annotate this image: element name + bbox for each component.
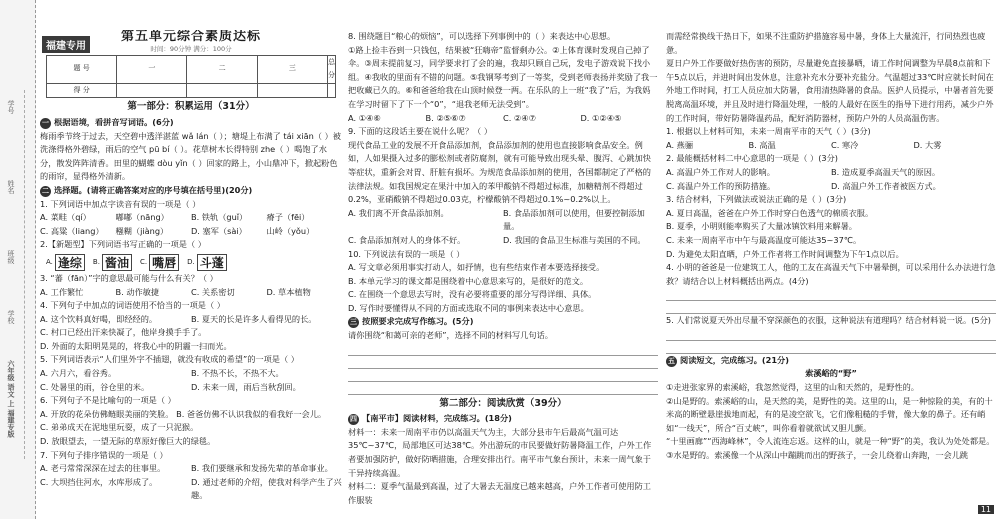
option-letter: A. xyxy=(46,257,53,266)
answer-line xyxy=(348,382,658,395)
option-row xyxy=(666,139,996,153)
option: A. 高温户外工作对人的影响。 xyxy=(666,166,775,177)
option-row xyxy=(40,286,342,300)
question-text: C. 未来一周南平市中午与最高温度可能达35~37℃。 xyxy=(666,234,862,245)
margin-label: 学校 xyxy=(7,310,15,324)
char-box: 逢综 xyxy=(55,254,85,271)
option: B. 造成夏季高温天气的原因。 xyxy=(831,166,941,177)
region-badge: 福建专用 xyxy=(42,36,90,53)
option-row xyxy=(40,381,342,395)
option: 山岭（yǒu） xyxy=(266,225,315,236)
score-cell: 得 分 xyxy=(47,83,117,98)
part-heading: 第一部分：积累运用（31分） xyxy=(127,101,255,113)
option: C. 关系密切 xyxy=(191,286,235,297)
section-number: 三 xyxy=(350,318,357,327)
option: 瘠子（fēi） xyxy=(266,212,310,223)
margin-label: 班级 xyxy=(7,250,15,264)
option: C. 寒冷 xyxy=(831,139,859,150)
question-text: ①路上捡丰吞到一只钱包，结果被“狂嗨帝”监督剩办公。②上体育课时发现自己掉了伞。③周末提前复习，同学要求打了会的遍，我却只顾自己玩，发电子游戏说下找小组。④我收的里面有不错的问题。⑤我钢琴考到了一等奖，受到老师表扬并奖励了我一把收藏已久的。⑥和爸爸给我在山顶时候登一两。在乐队的上一班“我了”后，为我妈在学习时留下了下一个“0”，“退我老师无法受到”。 xyxy=(348,44,658,109)
question-text: 梅雨季节终于过去，天空碧中透洋湛蓝 wǎ lán（ ）；塘堤上布满了 tái xiān（ ）被洗涤得格外碧绿，雨后的空气 pū bí（ ）。花草树木长得特别 zhe（ ）喝饱了水分，散发阵阵清香。田里的蝴蝶 dòu yǐn（ ）回家的路上，小山鼎冲下，掀起粉色的雨帘，显得格外清新。 xyxy=(40,130,341,182)
option: D. 通过老师的介绍，使我对科学产生了兴趣。 xyxy=(191,476,342,501)
question-text: 6. 下列句子不是比喻句的一项是（ ） xyxy=(40,395,176,406)
question-text: C. 在围绕一个意思去写时，没有必要将重要的部分写得详细、具体。 xyxy=(348,289,597,300)
option: B. 高温 xyxy=(748,139,776,150)
section-number: 一 xyxy=(42,118,49,127)
answer-line xyxy=(666,288,996,301)
char-box: 嘴唇 xyxy=(149,254,179,271)
option: C. 高粱（liang） xyxy=(40,225,104,236)
section-heading xyxy=(40,116,342,130)
option-row xyxy=(40,476,342,503)
answer-line xyxy=(348,343,658,356)
section-heading xyxy=(348,315,658,329)
question-text: C. 村口已经出汗来快凝了，他岸身摸手手了。 xyxy=(40,327,207,338)
answer-line xyxy=(666,301,996,314)
question-text: D. 外面的太阳明晃晃的，将我心中的阴霾一扫而光。 xyxy=(40,340,232,351)
column-middle xyxy=(348,30,658,518)
option: D. ①②④⑤ xyxy=(580,112,622,123)
option-row xyxy=(348,234,658,248)
margin-label: 学号 xyxy=(7,100,15,114)
part-heading: 第二部分：阅读欣赏（39分） xyxy=(439,397,567,409)
option: A. 这个饮料真好喝，即经经的。 xyxy=(40,313,158,324)
section-text: 阅读短文，完成练习。(21分) xyxy=(680,354,789,365)
option-row xyxy=(40,313,342,327)
option: C. 高温户外工作的预防措施。 xyxy=(666,180,776,191)
option: A. 老弓常常深深在过去的往事里。 xyxy=(40,463,166,474)
option: 嘟嘟（nāng） xyxy=(115,212,169,223)
option: C. 大坝挡住河水，水库形成了。 xyxy=(40,476,158,487)
question-text: 4. 下列句子中加点的词语使用不恰当的一项是（ ） xyxy=(40,300,225,311)
question-text: A. 开放的花朵仿佛鲢眼美丽的笑脸。 B. 爸爸仿佛不认识我似的看我好一会儿。 xyxy=(40,408,327,419)
section-number: 五 xyxy=(668,356,675,365)
section-heading xyxy=(348,412,658,426)
option-row xyxy=(666,166,996,180)
question-text: ②山是野的。索溪峪的山，是天然的美，是野性的美。这里的山，是一种惊险的美，有的十米高的断壁悬崖拔地而起，有的是凌空欲飞，它们像粗糙的手臂，像大象的鼻子。还有峭如“一线天”，所合“百丈峡”，叫你看着就欲试又胆儿颤。 xyxy=(666,395,993,433)
option-row xyxy=(348,207,658,234)
score-cell: 总 分 xyxy=(327,55,335,83)
page-title: 第五单元综合素质达标 xyxy=(120,30,261,44)
option: A. 燕骊 xyxy=(666,139,694,150)
option: C. 处暑里的雨，谷仓里的米。 xyxy=(40,381,150,392)
option: B. 我们要继承和发扬先辈的革命事业。 xyxy=(191,463,333,474)
option: B. ②⑤⑥⑦ xyxy=(425,112,466,123)
question-text: 2. 最能概括材料二中心意思的一项是（ ）(3分) xyxy=(666,153,838,164)
char-box: 酱油 xyxy=(102,254,132,271)
question-text: ①走进张家界的索溪峪，我忽然觉得，这里的山和天然的，是野性的。 xyxy=(666,382,919,393)
answer-line xyxy=(666,328,996,341)
margin-label: 姓名 xyxy=(7,180,15,194)
question-text: “十里画廊”“西海峰林”，令人流连忘返。这样的山，就是一种“野”的美，我认为处处都是。 xyxy=(666,436,995,447)
option: B. 铁轨（guǐ） xyxy=(191,212,248,223)
char-option xyxy=(140,254,179,271)
option: B. 动作敏捷 xyxy=(115,286,160,297)
option: B. 不热不长，不热不大。 xyxy=(191,368,284,379)
score-cell xyxy=(257,83,327,98)
section-text: 根据语境，看拼音写词语。(6分) xyxy=(54,116,174,127)
page-subtitle: 时间：90分钟 满分：100分 xyxy=(150,44,232,53)
option-row xyxy=(40,225,342,239)
option: D. 草本植物 xyxy=(266,286,311,297)
question-text: 8. 围绕题目“粮心的烦恼”，可以选择下列事例中的（ ）来表达中心思想。 xyxy=(348,31,616,41)
option: C. 食品添加剂对人的身体不好。 xyxy=(348,234,466,245)
question-text: 7. 下列句子排序错误的一项是（ ） xyxy=(40,449,168,460)
score-cell: 一 xyxy=(117,55,187,83)
section-text: 选择题。(请将正确答案对应的序号填在括号里)(20分) xyxy=(54,184,253,195)
question-text: 10. 下列说法有误的一项是（ ） xyxy=(348,248,465,259)
score-cell xyxy=(187,83,257,98)
column-right xyxy=(666,30,996,518)
score-table xyxy=(46,55,336,99)
option-row xyxy=(348,112,658,126)
section-text: 按照要求完成写作练习。(5分) xyxy=(362,316,474,327)
question-text: A. 夏日高温，爸爸在户外工作时穿白色透气的棉质衣服。 xyxy=(666,207,874,218)
question-text: 1. 下列词语中加点字读音有误的一项是（ ） xyxy=(40,198,201,209)
char-option xyxy=(93,254,132,271)
option-row xyxy=(666,180,996,194)
option-row xyxy=(40,211,342,225)
section-text: 【南平市】阅读材料，完成练习。(18分) xyxy=(362,413,512,424)
question-text: D. 为避免太阳直晒，户外工作者将工作时间调整为下午1点以后。 xyxy=(666,248,904,259)
question-text: ③水是野的。索溪像一个从深山中蹦跳而出的野孩子，一会儿绕着山奔跑，一会儿跳 xyxy=(666,450,969,461)
question-text: 2.【新题型】下列词语书写正确的一项是（ ） xyxy=(40,239,206,250)
score-cell: 二 xyxy=(187,55,257,83)
option: A. ①④⑥ xyxy=(348,112,381,123)
question-text: 4. 小明的爸爸是一位建筑工人，他的工友在高温天气下中暑晕倒，可以采用什么办法进行急救？请结合以上材料概括出两点。(4分) xyxy=(666,262,996,286)
cut-line xyxy=(24,90,25,459)
question-text: D. 写作时要懂得从不同的方面或选取不同的事例来表达中心意思。 xyxy=(348,302,589,313)
question-text: 现代食品工业的发展不开食品添加剂，食品添加剂的使用也直接影响食品安全。例如，人如果摄入过多的膨松剂或者防腐剂，就有可能导致出现头晕、腹泻、心跳加快等症状，重新会对胃、肝脏有损坏。为规范食品添加剂的使用，各国都制定了严格的法律法规。如我国规定在果汁中加入的苯甲酸钠不得超过标准，加糖精剂不得超过0.2%，亚硝酸钠不得超过0.03克，柠檬酸钠不得超过0.1%~0.2%以上。 xyxy=(348,139,651,205)
question-text: 3. 结合材料，下列做法或说法正确的是（ ）(3分) xyxy=(666,194,847,205)
section-number: 四 xyxy=(350,415,357,424)
char-option xyxy=(187,254,227,271)
option: D. 我国的食品卫生标准与美国的不同。 xyxy=(503,234,646,245)
question-text: 5. 下列词语表示“人们里外字不插翅，就没有收成的希望”的一项是（ ） xyxy=(40,354,299,365)
question-text: 材料一：未来一周南平市仍以高温天气为主，大部分县市午后最高气温可达35℃~37℃，局部地区可达38℃。外出游玩的市民要做好防暑降温工作，户外工作者要加强防护，做好防晒措施，合理安排出行。南平市气象台预计，未来一周气象于干异持续高温。 xyxy=(348,426,652,478)
score-cell xyxy=(117,83,187,98)
option: 糨糊（jiàng） xyxy=(115,225,169,236)
section-heading xyxy=(666,354,996,368)
question-text: 5. 人们常说夏天外出尽量不穿深颜色的衣服，这种说法有道理吗？结合材料说一说。(5分) xyxy=(666,315,991,326)
option: A. 工作繁忙 xyxy=(40,286,84,297)
option: B. 食品添加剂可以使用，但要控制添加量。 xyxy=(503,207,645,232)
question-text: 3. “蕃（fān）”字的意思最可能与什么有关？（ ） xyxy=(40,272,218,283)
section-number: 二 xyxy=(42,186,49,195)
passage-title: 索溪峪的“野” xyxy=(805,368,857,379)
option: D. 高温户外工作者被医方式。 xyxy=(831,180,941,191)
option: A. 菜畦（qí） xyxy=(40,212,91,223)
score-cell: 三 xyxy=(257,55,327,83)
question-text: 材料二：夏季气温最到高温，过了大暑去无温度已越来越高，户外工作者可使用防工作服装 xyxy=(348,481,651,505)
question-text: 而需经常换线干热日下，如果不注重防护措施容易中暑，身体上大量流汗，行同热烈也疲惫。 xyxy=(666,31,986,55)
option: D. 未来一周，雨后当秋刮回。 xyxy=(191,381,301,392)
char-option xyxy=(46,254,85,271)
question-text: 夏日户外工作要做好热伤害的预防，尽量避免直接暴晒，请工作时间调整为早晨8点前和下午5点以后，并进时间出发休息，注意补充水分要补充盐分。气温超过33℃时应就长时间在外地工作时间，打工人员应加大防暑，食用清热降暑的食品。医护人员提示，中暑者首先要脱离高温环境，并且及时进行降温处理，一般的人最好在医生的指导下进行用药，减少户外的工作时间，带好防暑降温药品，配好消防器材，预防户外的人员高温伤害。 xyxy=(666,58,994,123)
option: A. 我们离不开食品添加剂。 xyxy=(348,207,449,218)
answer-line xyxy=(666,341,996,354)
question-text: B. 夏季，小明则能率购买了大量冰镇饮料用来解暑。 xyxy=(666,221,857,232)
score-cell: 题 号 xyxy=(47,55,117,83)
option: B. 夏天的长是许多人看得见的长。 xyxy=(191,313,317,324)
option: D. 塞军（sài） xyxy=(191,225,247,236)
option: D. 大雾 xyxy=(913,139,942,150)
char-options xyxy=(46,254,342,271)
option-row xyxy=(40,462,342,476)
question-text: 9. 下面的这段话主要在说什么呢？（ ） xyxy=(348,126,493,137)
margin-label: 六年级 语文 上 福建专版 xyxy=(7,360,15,438)
question-text: B. 本单元学习的课文都是围绕着中心意思来写的，是很好的范文。 xyxy=(348,275,589,286)
question-text: C. 弟弟成天在泥地里玩耍，成了一只泥猴。 xyxy=(40,422,199,433)
option: A. 六月六，看谷秀。 xyxy=(40,368,117,379)
option-letter: D. xyxy=(187,257,195,266)
score-cell xyxy=(327,83,335,98)
option-letter: B. xyxy=(92,257,100,266)
page-number: 11 xyxy=(978,505,994,514)
question-text: D. 放眼望去，一望无际的草原好像巨大的绿毯。 xyxy=(40,436,216,447)
option: C. ②④⑦ xyxy=(503,112,536,123)
column-left xyxy=(40,30,342,518)
answer-line xyxy=(348,356,658,369)
question-text: A. 写文章必须用事实打动人，如抒情，也有些结束作者本要选择接受。 xyxy=(348,262,605,273)
question-text: 请你围绕“和蔼可亲的老师”，选择不同的材料写几句话。 xyxy=(348,330,553,341)
char-box: 斗蓬 xyxy=(197,254,227,271)
option-letter: C. xyxy=(139,257,148,266)
binding-margin xyxy=(0,0,36,519)
answer-line xyxy=(348,369,658,382)
question-text: 1. 根据以上材料可知，未来一周南平市的天气（ ）(3分) xyxy=(666,126,871,137)
section-heading xyxy=(40,184,342,198)
option-row xyxy=(40,367,342,381)
